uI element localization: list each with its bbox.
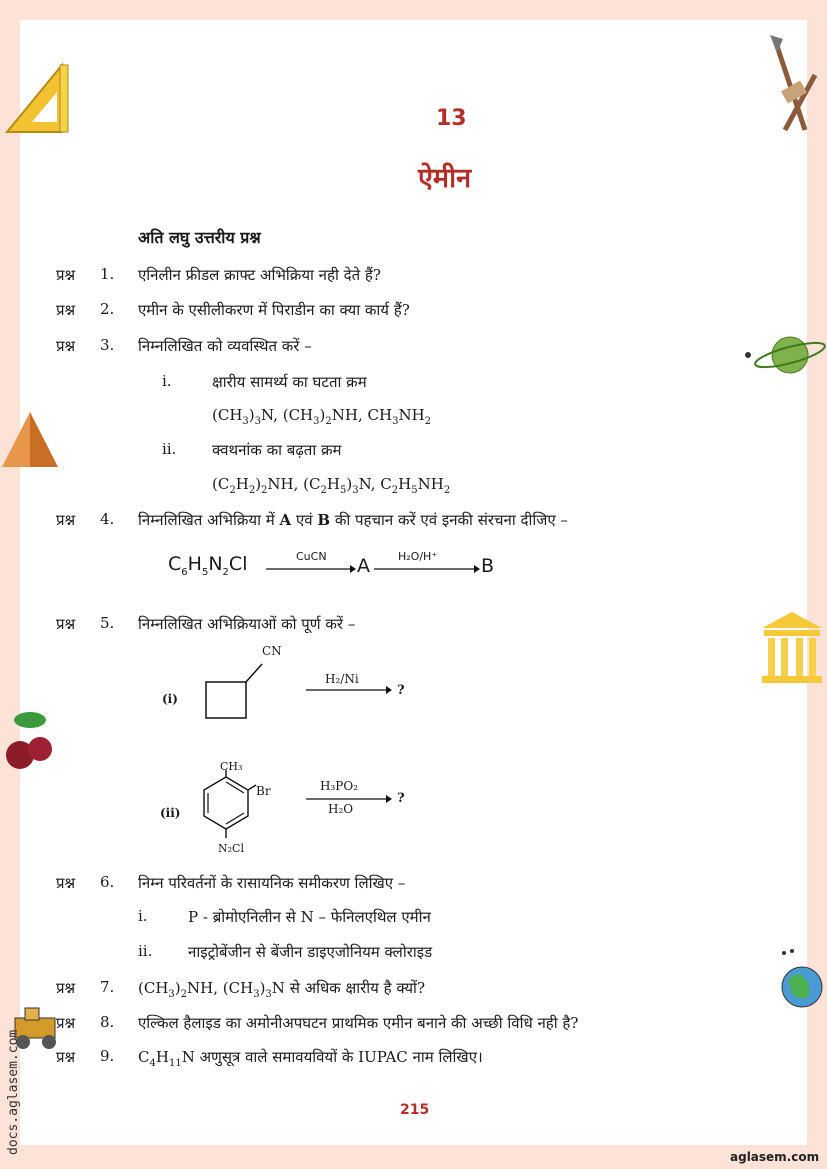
sub-text: क्वथनांक का बढ़ता क्रम (212, 441, 342, 459)
question-text: एमीन के एसीलीकरण में पिराडीन का क्या कार्य हैं? (138, 301, 410, 319)
question-label: प्रश्न (56, 301, 76, 319)
question-text: निम्नलिखित को व्यवस्थित करें – (138, 337, 312, 355)
site-name[interactable]: aglasem.com (730, 1150, 820, 1164)
question-text: $(CH_3)_2NH$, $(CH_3)_3N$ से अधिक क्षारीय है क्यों? (138, 979, 425, 1000)
benzene-ring-structure (196, 770, 266, 845)
question-text: $C_4H_{11}N$ अणुसूत्र वाले समावयवियों के IUPAC नाम लिखिए। (138, 1048, 483, 1069)
berries-icon (0, 705, 60, 780)
question-label: प्रश्न (56, 266, 76, 284)
cn-group: CN (262, 644, 282, 658)
chapter-number: 13 (436, 106, 467, 131)
formula-line: $(CH_3)_3N$, $(CH_3)_2NH$, $CH_3NH_2$ (212, 406, 432, 427)
reagent-label: CuCN (296, 550, 327, 563)
cyclobutane-structure (200, 660, 270, 722)
question-label: प्रश्न (56, 1014, 76, 1032)
ruler-triangle-icon (2, 60, 72, 135)
reaction-equation: $C_6H_5N_2Cl$ (168, 553, 248, 578)
planet-icon (742, 330, 827, 380)
question-label: प्रश्न (56, 511, 76, 529)
reagent-label: H₂O (328, 802, 354, 816)
question-label: प्रश्न (56, 337, 76, 355)
diazonium-group: N₂Cl (218, 842, 244, 855)
reaction-arrow (374, 564, 480, 574)
temple-icon (760, 610, 825, 685)
question-number: 2. (100, 300, 115, 318)
question-number: 8. (100, 1013, 115, 1031)
page-sheet (20, 20, 807, 1145)
page-number: 215 (400, 1102, 430, 1118)
question-number: 6. (100, 873, 115, 891)
side-watermark: docs.aglasem.com (6, 1029, 21, 1155)
ch3-group: CH₃ (220, 760, 243, 773)
reagent-label: H₃PO₂ (320, 779, 358, 793)
question-text: एनिलीन फ्रीडल क्राफ्ट अभिक्रिया नही देते हैं? (138, 266, 381, 284)
reaction-label: (ii) (160, 806, 181, 820)
section-heading: अति लघु उत्तरीय प्रश्न (138, 228, 261, 247)
product-b: B (481, 555, 495, 577)
unknown-product: ? (397, 791, 405, 806)
reaction-arrow (306, 685, 392, 695)
sub-label: ii. (162, 440, 177, 458)
sub-label: i. (162, 372, 172, 390)
question-text: निम्नलिखित अभिक्रियाओं को पूर्ण करें – (138, 615, 356, 633)
unknown-product: ? (397, 683, 405, 698)
pyramid-icon (0, 410, 60, 470)
chapter-title: ऐमीन (418, 163, 472, 194)
product-a: A (357, 555, 370, 577)
question-number: 3. (100, 336, 115, 354)
sub-text: P - ब्रोमोएनिलीन से N – फेनिलएथिल एमीन (188, 908, 431, 926)
question-number: 1. (100, 265, 115, 283)
question-label: प्रश्न (56, 615, 76, 633)
question-label: प्रश्न (56, 979, 76, 997)
question-text: निम्नलिखित अभिक्रिया में A एवं B की पहचान करें एवं इनकी संरचना दीजिए – (138, 511, 568, 529)
reagent-label: H₂O/H⁺ (398, 550, 438, 563)
question-text: एल्किल हैलाइड का अमोनीअपघटन प्राथमिक एमीन बनाने की अच्छी विधि नही है? (138, 1014, 579, 1032)
reagent-label: H₂/Ni (325, 672, 359, 686)
question-number: 5. (100, 614, 115, 632)
reaction-label: (i) (162, 692, 178, 706)
question-number: 9. (100, 1047, 115, 1065)
question-number: 7. (100, 978, 115, 996)
question-label: प्रश्न (56, 1048, 76, 1066)
br-group: Br (256, 784, 271, 798)
question-label: प्रश्न (56, 874, 76, 892)
question-text: निम्न परिवर्तनों के रासायनिक समीकरण लिखिए – (138, 874, 406, 892)
sub-text: क्षारीय सामर्थ्य का घटता क्रम (212, 373, 367, 391)
reaction-arrow (266, 564, 356, 574)
sub-text: नाइट्रोबेंजीन से बेंजीन डाइएजोनियम क्लोराइड (188, 943, 433, 961)
globe-icon (778, 945, 826, 1015)
question-number: 4. (100, 510, 115, 528)
tools-icon (765, 35, 825, 135)
sub-label: ii. (138, 942, 153, 960)
formula-line: $(C_2H_2)_2NH$, $(C_2H_5)_3N$, $C_2H_5NH_2$ (212, 475, 451, 496)
sub-label: i. (138, 907, 148, 925)
